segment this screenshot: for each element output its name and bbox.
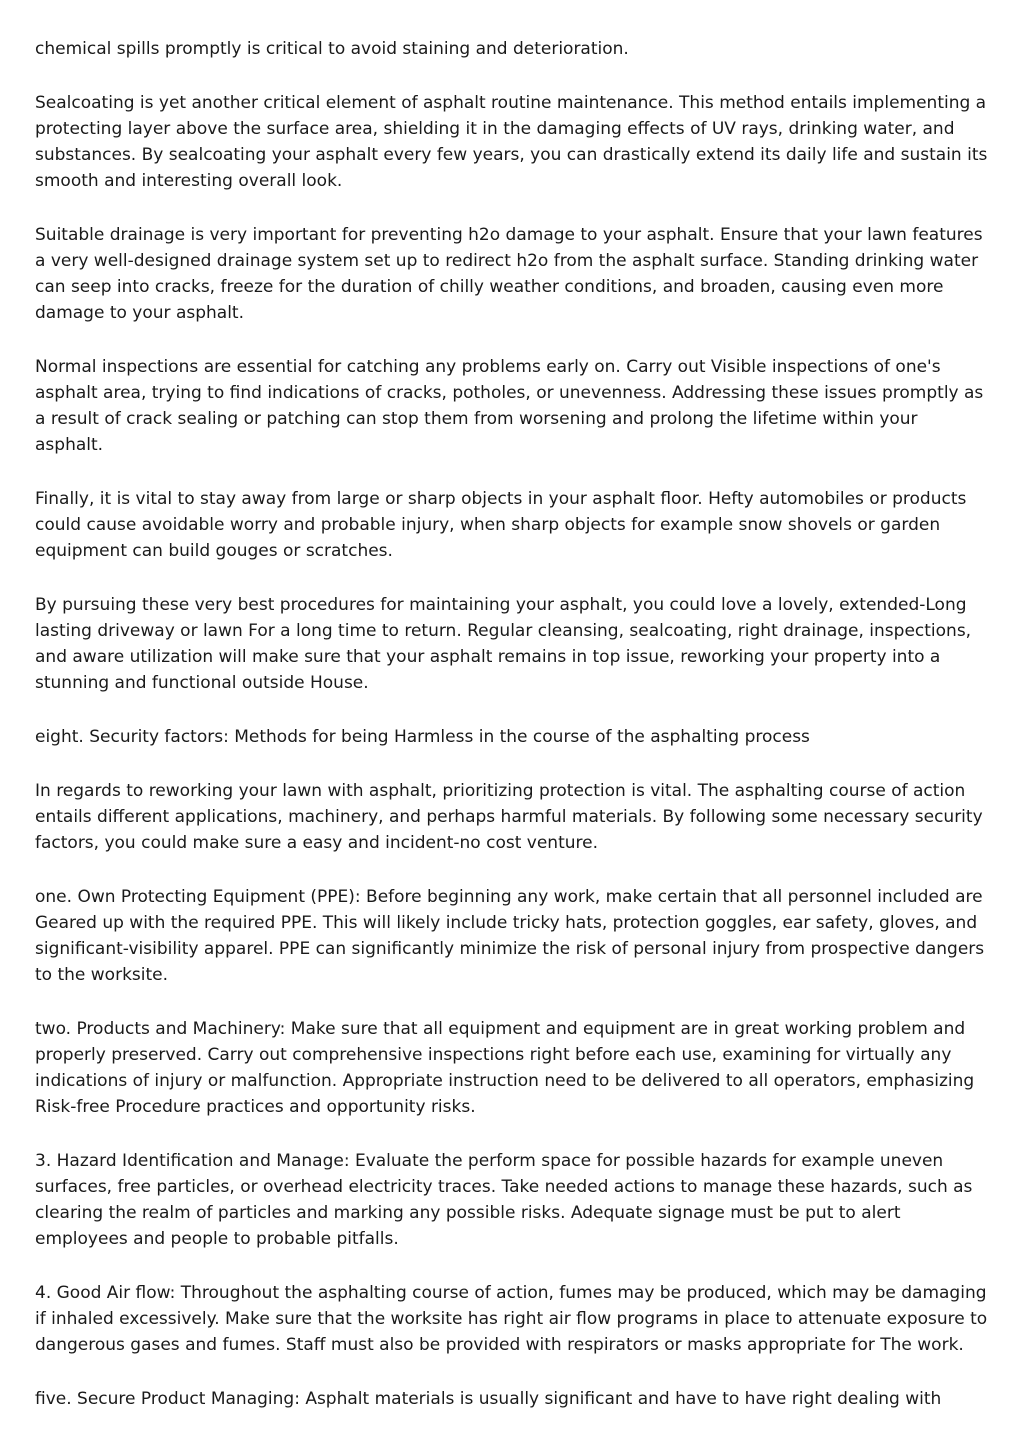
paragraph-drainage: Suitable drainage is very important for preventing h2o damage to your asphalt. Ensure that your lawn features a very well-designed drainage system set up to redirect h2o from the asphalt surface. Standing drinking water can seep into cracks, freeze for the duration of chilly weather conditions, and broaden, causing even more damage to your asphalt. <box>35 225 983 323</box>
paragraph-conclusion: By pursuing these very best procedures for maintaining your asphalt, you could love a lovely, extended-Long lasting driveway or lawn For a long time to return. Regular cleansing, sealcoating, right drainage, inspections, and aware utilization will make sure that your asphalt remains in top issue, reworking your property into a stunning and functional outside House. <box>35 595 972 693</box>
paragraph-safety-intro: In regards to reworking your lawn with asphalt, prioritizing protection is vital. The asphalting course of action entails different applications, machinery, and perhaps harmful materials. By following some necessary security factors, you could make sure a easy and incident-no cost venture. <box>35 781 983 853</box>
list-item-material-handling: five. Secure Product Managing: Asphalt materials is usually significant and have to have right dealing with <box>35 1389 942 1409</box>
paragraph-sharp-objects: Finally, it is vital to stay away from large or sharp objects in your asphalt floor. Hefty automobiles or products could cause avoidable worry and probable injury, when sharp objects for example snow shovels or garden equipment can build gouges or scratches. <box>35 489 967 561</box>
list-item-ppe: one. Own Protecting Equipment (PPE): Before beginning any work, make certain that all personnel included are Geared up with the required PPE. This will likely include tricky hats, protection goggles, ear safety, gloves, and significant-visibility apparel. PPE can significantly minimize the risk of personal injury from prospective dangers to the worksite. <box>35 887 985 985</box>
list-item-air-flow: 4. Good Air flow: Throughout the asphalting course of action, fumes may be produced, which may be damaging if inhaled excessively. Make sure that the worksite has right air flow programs in place to attenuate exposure to dangerous gases and fumes. Staff must also be provided with respirators or masks appropriate for The work. <box>35 1283 988 1355</box>
paragraph-inspections: Normal inspections are essential for catching any problems early on. Carry out Visible inspections of one's asphalt area, trying to find indications of cracks, potholes, or unevenness. Addressing these issues promptly as a result of crack sealing or patching can stop them from worsening and prolong the lifetime within your asphalt. <box>35 357 984 455</box>
paragraph-spills-tail: chemical spills promptly is critical to avoid staining and deterioration. <box>35 39 629 59</box>
list-item-machinery: two. Products and Machinery: Make sure that all equipment and equipment are in great working problem and properly preserved. Carry out comprehensive inspections right before each use, examining for virtually any indications of injury or malfunction. Appropriate instruction need to be delivered to all operators, emphasizing Risk-free Procedure practices and opportunity risks. <box>35 1019 975 1117</box>
list-item-hazards: 3. Hazard Identification and Manage: Evaluate the perform space for possible hazards for example uneven surfaces, free particles, or overhead electricity traces. Take needed actions to manage these hazards, such as clearing the realm of particles and marking any possible risks. Adequate signage must be put to alert employees and people to probable pitfalls. <box>35 1151 973 1249</box>
paragraph-sealcoating: Sealcoating is yet another critical element of asphalt routine maintenance. This method entails implementing a protecting layer above the surface area, shielding it in the damaging effects of UV rays, drinking water, and substances. By sealcoating your asphalt every few years, you can drastically extend its daily life and sustain its smooth and interesting overall look. <box>35 93 988 191</box>
section-heading-safety: eight. Security factors: Methods for being Harmless in the course of the asphalting process <box>35 727 810 747</box>
